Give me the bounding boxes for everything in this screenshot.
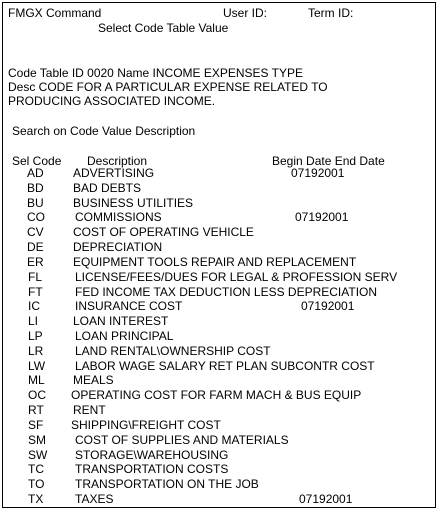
code-row-sf[interactable] [3,418,437,433]
code-row-cv[interactable] [3,225,437,240]
user-id-label: User ID: [223,6,268,20]
code-description: LAND RENTAL\OWNERSHIP COST [75,343,271,358]
screen-title: Select Code Table Value [98,21,229,35]
code-value: LW [28,358,46,373]
code-description: LABOR WAGE SALARY RET PLAN SUBCONTR COST [75,358,375,373]
code-description: COST OF OPERATING VEHICLE [73,225,254,240]
code-row-li[interactable] [3,314,437,329]
code-description: RENT [73,403,106,418]
code-row-bu[interactable] [3,196,437,211]
code-value: TC [28,462,44,477]
code-value: BU [27,195,44,210]
code-value: IC [28,299,40,314]
code-description: TRANSPORTATION COSTS [75,462,229,477]
code-value: ML [28,373,45,388]
code-row-sm[interactable] [3,433,437,448]
code-description: SHIPPING\FREIGHT COST [71,417,221,432]
code-description: COMMISSIONS [75,210,162,225]
code-table-id-line: Code Table ID 0020 Name INCOME EXPENSES TYPE [8,66,304,80]
code-value: CO [27,210,45,225]
code-description: TAXES [75,492,114,507]
code-row-lr[interactable] [3,344,437,359]
begin-date: 07192001 [295,210,349,225]
begin-date: 07192001 [299,492,353,507]
column-header-dates: Begin Date End Date [272,154,385,168]
code-table-desc-line-2: PRODUCING ASSOCIATED INCOME. [8,94,216,108]
code-value: LR [28,343,44,358]
code-row-oc[interactable] [3,388,437,403]
screen-frame [2,2,436,508]
code-value: SF [28,417,44,432]
code-value: ER [27,254,44,269]
code-value: DE [27,240,44,255]
code-value: AD [27,166,44,180]
code-row-to[interactable] [3,477,437,492]
code-value: FT [28,284,43,299]
code-row-co[interactable] [3,210,437,225]
code-description: BAD DEBTS [73,180,142,195]
code-row-fl[interactable] [3,270,437,285]
code-description: EQUIPMENT TOOLS REPAIR AND REPLACEMENT [73,254,357,269]
code-description: LICENSE/FEES/DUES FOR LEGAL & PROFESSION SERV [75,269,398,284]
code-row-er[interactable] [3,255,437,270]
code-description: STORAGE\WAREHOUSING [75,447,229,462]
code-table-desc-line-1: Desc CODE FOR A PARTICULAR EXPENSE RELATED TO [8,80,328,94]
code-value: RT [28,403,44,418]
code-value: FL [28,269,43,284]
code-value: SW [28,447,48,462]
code-row-lw[interactable] [3,359,437,374]
code-row-tx[interactable] [3,492,437,507]
code-value: LP [28,329,43,344]
code-description: BUSINESS UTILITIES [73,195,194,210]
code-description: INSURANCE COST [75,299,183,314]
code-row-bd[interactable] [3,181,437,196]
code-description: MEALS [73,373,114,388]
code-value: SM [28,432,46,447]
code-row-ad[interactable] [3,166,437,181]
code-value: TX [28,492,44,507]
code-value: OC [28,388,46,403]
code-description: ADVERTISING [73,166,155,180]
code-row-rt[interactable] [3,403,437,418]
column-header-sel-code: Sel Code [12,154,62,168]
code-description: LOAN INTEREST [73,314,169,329]
code-value: BD [27,180,44,195]
code-value: LI [28,314,39,329]
code-value: TO [28,477,45,492]
begin-date: 07192001 [301,299,355,314]
code-row-tc[interactable] [3,462,437,477]
code-row-ml[interactable] [3,373,437,388]
code-description: FED INCOME TAX DEDUCTION LESS DEPRECIATION [75,284,378,299]
code-row-lp[interactable] [3,329,437,344]
search-description-label[interactable]: Search on Code Value Description [12,124,196,138]
term-id-label: Term ID: [308,6,354,20]
code-row-ic[interactable] [3,299,437,314]
code-description: DEPRECIATION [73,240,163,255]
code-description: LOAN PRINCIPAL [75,329,174,344]
code-description: COST OF SUPPLIES AND MATERIALS [75,432,289,447]
column-header-description: Description [87,154,148,168]
code-description: OPERATING COST FOR FARM MACH & BUS EQUIP [71,388,362,403]
code-row-sw[interactable] [3,448,437,463]
code-value: CV [27,225,44,240]
code-row-ft[interactable] [3,285,437,300]
begin-date: 07192001 [291,166,345,180]
code-row-de[interactable] [3,240,437,255]
code-description: TRANSPORTATION ON THE JOB [75,477,259,492]
command-label: FMGX Command [8,6,102,20]
